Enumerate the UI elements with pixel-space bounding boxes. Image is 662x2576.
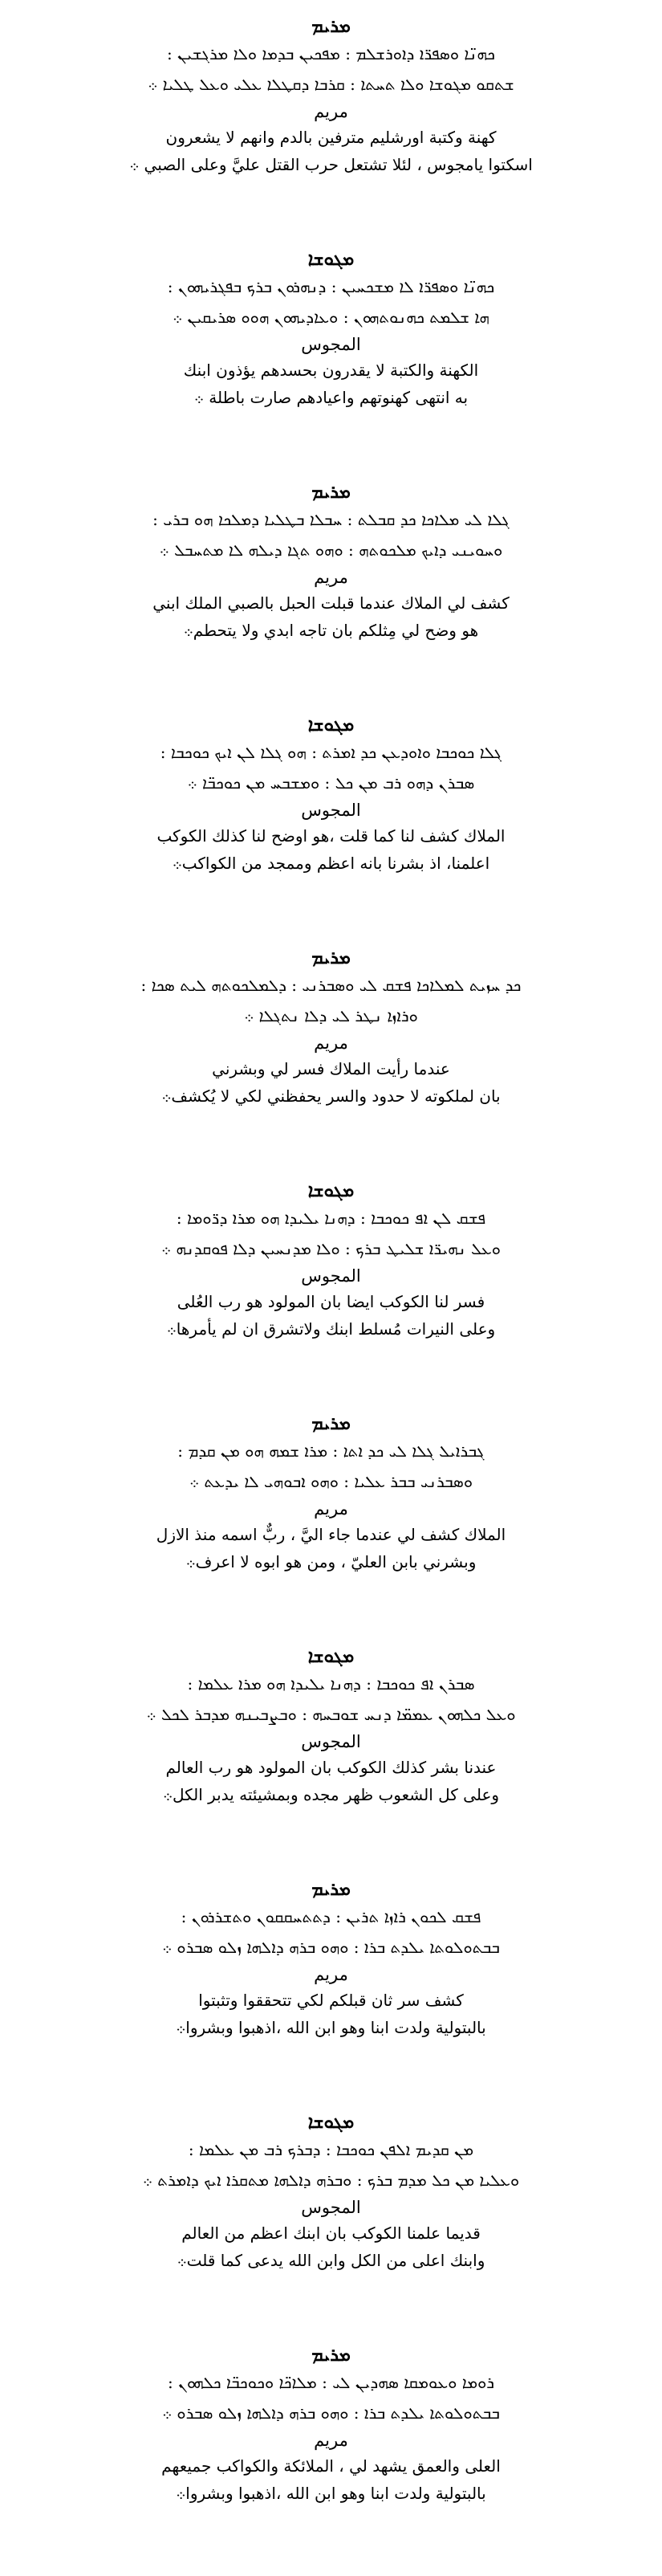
syriac-verse-line: ܗܐ ܫܠܡܬ ܟܗܢܘܬܗܘܢ : ܘܥܐܕܝܗܘܢ ܗܘܘ ܣܪܝܩܝܢ ܀ [173, 308, 489, 327]
arabic-verse-line: كشف سر ثان قبلكم لكي تتحققوا وتثبتوا [198, 1991, 464, 2010]
stanza-8 [0, 1645, 662, 1877]
arabic-verse-line: وابنك اعلى من الكل وابن الله يدعى كما قلت܀ [177, 2251, 485, 2270]
syriac-verse-line: ܘܣܒܪܢܝ ܒܒܪ ܥܠܝܐ : ܘܗܘ ܐܒܘܗܝ ܠܐ ܝܕܥܬ ܀ [189, 1472, 473, 1491]
arabic-verse-line: بان لملكوته لا حدود والسر يحفظني لكي لا يُكشف܀ [161, 1086, 501, 1106]
speaker-syriac: ܡܓܘܫܐ [307, 249, 355, 270]
speaker-syriac: ܡܪܝܡ [311, 16, 351, 37]
speaker-arabic: المجوس [301, 1732, 361, 1751]
syriac-verse-line: ܟܕ ܚܙܝܬ ܠܡܠܐܟܐ ܦܫܩ ܠܝ ܘܣܒܪܢܝ : ܕܠܡܠܟܘܬܗ ܠܝܬ ܣܟܐ : [140, 976, 522, 995]
speaker-arabic: المجوس [301, 2198, 361, 2217]
stanza-11 [0, 2343, 662, 2576]
syriac-verse-line: ܡܢ ܩܕܝܡ ܐܠܦܢ ܟܘܟܒܐ : ܕܒܪܟ ܪܒ ܡܢ ܥܠܡܐ : [188, 2140, 474, 2159]
syriac-verse-line: ܓܠܐ ܟܘܟܒܐ ܘܐܘܕܥܢ ܟܕ ܐܡܪܬ : ܗܘ ܓܠܐ ܠܢ ܐܝܟ ܟܘܟܒܐ : [160, 743, 502, 762]
stanza-6 [0, 1179, 662, 1412]
syriac-verse-line: ܘܥܠܝܐ ܡܢ ܟܠ ܡܕܡ ܒܪܟ : ܘܒܪܗ ܕܐܠܗܐ ܡܬܩܪܐ ܐܝܟ ܕܐܡܪܬ ܀ [142, 2170, 520, 2190]
stanza-1 [0, 14, 662, 247]
speaker-arabic: مريم [314, 1965, 348, 1984]
stanza-9 [0, 1877, 662, 2110]
speaker-arabic: مريم [314, 1033, 348, 1053]
stanza-4 [0, 713, 662, 946]
speaker-arabic: المجوس [301, 801, 361, 820]
arabic-verse-line: وعلى النيرات مُسلط ابنك ولاتشرق ان لم يأمرها܀ [166, 1319, 496, 1339]
syriac-verse-line: ܒܒܬܘܠܘܬܐ ܝܠܕܬ ܒܪܐ : ܘܗܘ ܒܪܗ ܕܐܠܗܐ ܙܠܘ ܣܒܪܘ ܀ [162, 1938, 500, 1957]
speaker-arabic: مريم [314, 1499, 348, 1518]
arabic-verse-line: عندما رأيت الملاك فسر لي وبشرني [212, 1059, 450, 1078]
speaker-syriac: ܡܓܘܫܐ [307, 715, 355, 736]
speaker-arabic: مريم [314, 2431, 348, 2450]
stanza-3 [0, 480, 662, 713]
speaker-syriac: ܡܓܘܫܐ [307, 2112, 355, 2133]
arabic-verse-line: وعلى كل الشعوب ظهر مجده وبمشيئته يدبر الكل܀ [162, 1785, 500, 1804]
syriac-verse-line: ܒܒܬܘܠܘܬܐ ܝܠܕܬ ܒܪܐ : ܘܗܘ ܒܪܗ ܕܐܠܗܐ ܙܠܘ ܣܒܪܘ ܀ [162, 2403, 500, 2423]
speaker-syriac: ܡܓܘܫܐ [307, 1180, 355, 1201]
speaker-arabic: مريم [314, 568, 348, 587]
arabic-verse-line: كشف لي الملاك عندما قبلت الحبل بالصبي الملك ابني [152, 593, 510, 613]
syriac-verse-line: ܦܫܩ ܠܟܘܢ ܪܐܙܐ ܬܪܝܢ : ܕܬܬܚܩܩܘܢ ܘܬܫܪܪܘܢ : [181, 1907, 481, 1926]
speaker-arabic: المجوس [301, 335, 361, 354]
speaker-syriac: ܡܪܝܡ [311, 1413, 351, 1434]
syriac-verse-line: ܫܬܩܘ ܡܓܘܫܐ ܘܠܐ ܬܚܬܐ : ܩܪܒܐ ܕܩܛܠܐ ܥܠܝ ܘܥܠ ܛܠܝܐ ܀ [148, 75, 514, 94]
arabic-verse-line: عندنا بشر كذلك الكوكب بان المولود هو رب العالم [165, 1758, 497, 1777]
arabic-verse-line: اسكتوا يامجوس ، لئلا تشتعل حرب القتل عليَّ وعلى الصبي ܀ [129, 155, 533, 174]
speaker-syriac: ܡܓܘܫܐ [307, 1646, 355, 1667]
stanza-5 [0, 946, 662, 1179]
syriac-verse-line: ܘܪܐܙܐ ܢܛܪ ܠܝ ܕܠܐ ܢܬܓܠܐ ܀ [244, 1006, 418, 1025]
syriac-verse-line: ܘܚܘܝܢܝ ܕܐܝܟ ܡܠܟܘܬܗ : ܘܗܘ ܬܓܐ ܕܝܠܗ ܠܐ ܡܬܚܒܠ ܀ [159, 540, 503, 560]
arabic-verse-line: وبشرني بابن العليّ ، ومن هو ابوه لا اعرف܀ [185, 1552, 477, 1571]
arabic-verse-line: اعلمنا، اذ بشرنا بانه اعظم وممجد من الكواكب܀ [172, 854, 490, 873]
stanza-10 [0, 2110, 662, 2343]
stanza-7 [0, 1412, 662, 1645]
speaker-syriac: ܡܪܝܡ [311, 482, 351, 503]
syriac-verse-line: ܓܠܐ ܠܝ ܡܠܐܟܐ ܟܕ ܩܒܠܬ : ܚܒܠܐ ܒܛܠܝܐ ܕܡܠܟܐ ܗܘ ܒܪܝ : [152, 510, 510, 529]
syriac-verse-line: ܘܥܠ ܢܗܝܪ̈ܐ ܫܠܝܛ ܒܪܟ : ܘܠܐ ܡܕܢܚܝܢ ܕܠܐ ܦܘܩܕܢܗ ܀ [161, 1239, 501, 1258]
arabic-verse-line: فسر لنا الكوكب ايضا بان المولود هو رب العُلى [177, 1292, 485, 1311]
arabic-verse-line: هو وضح لي مِثلكم بان تاجه ابدي ولا يتحطم܀ [183, 621, 479, 640]
syriac-verse-line: ܟܗܢ̈ܐ ܘܣܦܪ̈ܐ ܕܐܘܪܫܠܡ : ܡܦܟܝܢ ܒܕܡܐ ܘܠܐ ܡܪܓܫܝܢ : [167, 44, 495, 63]
syriac-verse-line: ܣܒܪܢ ܐܦ ܟܘܟܒܐ : ܕܗܢܐ ܝܠܝܕܐ ܗܘ ܡܪܐ ܥܠܡܐ : [187, 1674, 475, 1694]
arabic-verse-line: الملاك كشف لي عندما جاء اليَّ ، ربٌّ اسمه منذ الازل [156, 1525, 506, 1544]
syriac-verse-line: ܣܒܪܢ ܕܗܘ ܪܒ ܡܢ ܟܠ : ܘܡܫܒܚ ܡܢ ܟܘܟܒ̈ܐ ܀ [187, 773, 475, 793]
arabic-verse-line: به انتهى كهنوتهم واعيادهم صارت باطلة ܀ [193, 388, 469, 407]
arabic-verse-line: العلى والعمق يشهد لي ، الملائكة والكواكب جميعهم [161, 2456, 501, 2476]
speaker-syriac: ܡܪܝܡ [311, 948, 351, 968]
syriac-verse-line: ܟܗܢ̈ܐ ܘܣܦܪ̈ܐ ܠܐ ܡܫܟܚܝܢ : ܕܢܗܪܘܢ ܒܪܟ ܒܦܓܪܝܗܘܢ : [167, 277, 495, 296]
syriac-verse-line: ܪܘܡܐ ܘܥܘܡܩܐ ܣܗܕܝܢ ܠܝ : ܡܠܐܟ̈ܐ ܘܟܘܟܒ̈ܐ ܟܠܗܘܢ : [167, 2373, 494, 2392]
arabic-verse-line: الكهنة والكتبة لا يقدرون بحسدهم يؤذون ابنك [183, 361, 479, 380]
arabic-verse-line: كهنة وكتبة اورشليم مترفين بالدم وانهم لا يشعرون [165, 128, 497, 147]
stanza-2 [0, 247, 662, 480]
syriac-verse-line: ܦܫܩ ܠܢ ܐܦ ܟܘܟܒܐ : ܕܗܢܐ ܝܠܝܕܐ ܗܘ ܡܪܐ ܕܪ̈ܘܡܐ : [176, 1209, 486, 1228]
arabic-verse-line: الملاك كشف لنا كما قلت ،هو اوضح لنا كذلك الكوكب [156, 826, 506, 846]
arabic-verse-line: بالبتولية ولدت ابنا وهو ابن الله ،اذهبوا وبشروا܀ [176, 2018, 486, 2037]
syriac-verse-line: ܘܥܠ ܟܠܗܘܢ ܥܡܡ̈ܐ ܕܢܚ ܫܘܒܚܗ : ܘܒܨܒܝܢܗ ܡܕܒܪ ܠܟܠ ܀ [146, 1705, 516, 1724]
speaker-syriac: ܡܪܝܡ [311, 1879, 351, 1900]
speaker-arabic: مريم [314, 102, 348, 121]
syriac-verse-line: ܓܒܪܐܝܠ ܓܠܐ ܠܝ ܟܕ ܐܬܐ : ܡܪܐ ܫܡܗ ܗܘ ܡܢ ܩܕܡ : [177, 1441, 485, 1461]
arabic-verse-line: قديما علمنا الكوكب بان ابنك اعظم من العالم [181, 2223, 481, 2243]
speaker-arabic: المجوس [301, 1266, 361, 1286]
speaker-syriac: ܡܪܝܡ [311, 2345, 351, 2366]
arabic-verse-line: بالبتولية ولدت ابنا وهو ابن الله ،اذهبوا وبشروا܀ [176, 2484, 486, 2503]
